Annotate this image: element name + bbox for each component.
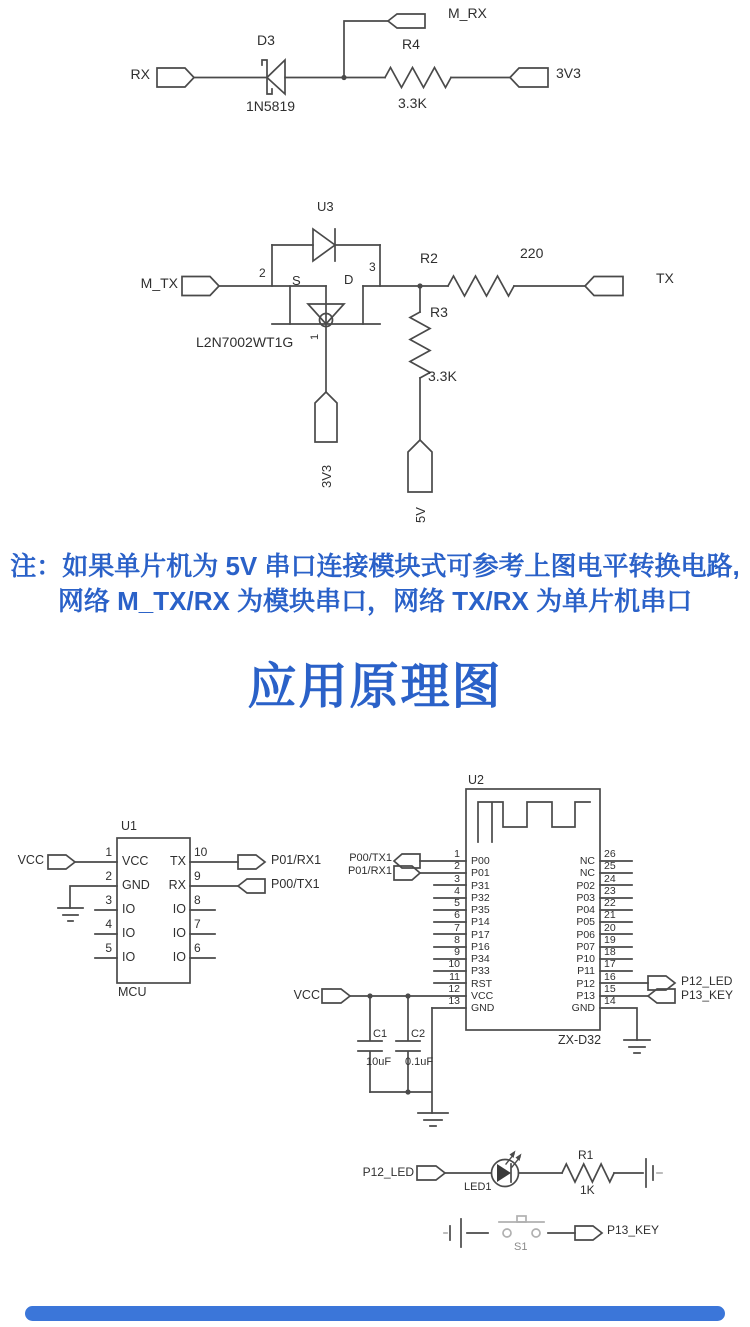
pin-label: 21 xyxy=(604,909,616,922)
port-label-p00tx1-u2: P00/TX1 xyxy=(349,852,392,864)
pin-label: 3 xyxy=(105,893,112,907)
pin-label: 4 xyxy=(454,884,460,897)
pin-label: 23 xyxy=(604,884,616,897)
pushbutton-icon xyxy=(503,1229,511,1237)
pin-label: 7 xyxy=(454,921,460,934)
name-mcu: MCU xyxy=(118,985,147,999)
port-label-p13key-2: P13_KEY xyxy=(607,1223,660,1237)
ref-d3: D3 xyxy=(257,32,275,48)
port-label-m-tx: M_TX xyxy=(140,275,178,291)
pin-label: 19 xyxy=(604,933,616,946)
ref-r1: R1 xyxy=(578,1148,594,1162)
pin-label: 5 xyxy=(105,941,112,955)
pin-label: NC xyxy=(579,855,595,867)
pin-label: P01 xyxy=(471,867,490,880)
pin-label: P11 xyxy=(577,965,595,978)
ref-led1: LED1 xyxy=(464,1181,492,1193)
pin-label: 11 xyxy=(449,970,460,983)
rail-terminal-icon xyxy=(646,1159,653,1187)
port-label-p12led-2: P12_LED xyxy=(362,1165,414,1179)
port-flag-p13key xyxy=(648,989,675,1003)
port-label-5v: 5V xyxy=(413,507,428,523)
pin-label: 7 xyxy=(194,917,201,931)
ref-u2: U2 xyxy=(468,773,484,787)
pin-label: 22 xyxy=(604,897,616,909)
pin-label: RX xyxy=(168,878,186,892)
rx-level-circuit xyxy=(157,14,548,94)
port-label-m-rx: M_RX xyxy=(448,5,487,21)
pin-label: P03 xyxy=(576,891,595,904)
pin-label: P06 xyxy=(576,928,595,941)
port-flag-tx xyxy=(585,277,623,296)
pin-label: 8 xyxy=(194,893,201,907)
pin-label: P04 xyxy=(576,904,595,916)
pin-label: P12 xyxy=(576,977,595,990)
page-title: 应用原理图 xyxy=(247,660,503,714)
port-flag-m-rx xyxy=(388,14,425,28)
value-r3: 3.3K xyxy=(428,368,457,384)
pin-label: 9 xyxy=(454,946,460,958)
pin-label: P35 xyxy=(471,904,490,916)
pin-label: TX xyxy=(170,854,186,868)
pin-label: GND xyxy=(122,878,150,892)
ref-c2: C2 xyxy=(411,1028,426,1040)
pin-label: IO xyxy=(172,950,186,964)
pin-label: 24 xyxy=(604,872,616,885)
port-label-p01rx1: P01/RX1 xyxy=(271,853,322,867)
pin-label: IO xyxy=(172,926,186,940)
pin-label: 10 xyxy=(448,958,460,971)
mosfet-pin-d: D xyxy=(344,272,354,287)
pin-label: 1 xyxy=(454,848,460,860)
ref-r4: R4 xyxy=(402,36,420,52)
pin-label: IO xyxy=(122,950,136,964)
bottom-divider xyxy=(25,1306,725,1321)
pin-label: 2 xyxy=(454,860,460,873)
pin-label: IO xyxy=(122,902,136,916)
pin-label: P32 xyxy=(471,891,490,904)
pin-label: 12 xyxy=(448,982,460,995)
pin-label: P31 xyxy=(471,879,490,892)
pin-label: 10 xyxy=(194,845,208,859)
port-label-vcc-u1: VCC xyxy=(17,853,44,867)
port-flag-3v3 xyxy=(510,68,548,87)
pin-label: 9 xyxy=(194,869,201,883)
pin-label: P14 xyxy=(471,916,490,929)
pin-label: 17 xyxy=(604,958,616,971)
port-flag-3v3-gate xyxy=(315,392,337,442)
pin-label: P05 xyxy=(576,916,595,929)
port-flag-p12led-2 xyxy=(417,1166,445,1180)
name-zxd32: ZX-D32 xyxy=(558,1033,602,1047)
body-diode-icon xyxy=(313,229,335,261)
port-label-p01rx1-u2: P01/RX1 xyxy=(347,865,392,877)
port-label-p13key: P13_KEY xyxy=(681,988,734,1002)
value-c1: 10uF xyxy=(366,1056,392,1068)
port-label-p12led: P12_LED xyxy=(681,974,733,988)
port-label-tx: TX xyxy=(656,270,674,286)
port-label-3v3: 3V3 xyxy=(556,65,581,81)
port-flag-vcc-u2 xyxy=(322,989,350,1003)
pin-label: 6 xyxy=(194,941,201,955)
part-1n5819: 1N5819 xyxy=(246,98,296,114)
resistor-r4-icon xyxy=(385,68,451,88)
port-flag-5v xyxy=(408,440,432,492)
pin-label: P17 xyxy=(471,928,490,941)
pin-label: 6 xyxy=(454,909,460,922)
value-r4: 3.3K xyxy=(398,95,427,111)
value-r2: 220 xyxy=(520,245,544,261)
pin-label: IO xyxy=(172,902,186,916)
resistor-r2-icon xyxy=(448,276,514,296)
pin-label: 25 xyxy=(604,860,616,873)
pin-label: 8 xyxy=(454,933,460,946)
pin-label: VCC xyxy=(122,854,149,868)
pin-label: P13 xyxy=(576,989,595,1002)
pin-label: RST xyxy=(471,977,492,990)
pin-label: 20 xyxy=(604,921,616,934)
value-r1: 1K xyxy=(580,1183,595,1197)
note-line-1: 注：如果单片机为 5V 串口连接模块式可参考上图电平转换电路, xyxy=(10,551,740,581)
pin-label: 2 xyxy=(105,869,112,883)
mosfet-pin1: 1 xyxy=(309,333,321,340)
pin-label: P00 xyxy=(471,855,490,867)
pin-label: GND xyxy=(471,1002,495,1014)
mosfet-pin2: 2 xyxy=(259,266,266,280)
pin-label: 1 xyxy=(105,845,112,859)
port-flag-vcc-u1 xyxy=(48,855,75,869)
led-circuit xyxy=(417,1148,662,1188)
rail-terminal-icon xyxy=(450,1219,461,1247)
resistor-r1-icon xyxy=(562,1164,614,1182)
pin-label: P10 xyxy=(576,953,595,965)
ground-icon xyxy=(624,1040,650,1053)
pin-label: 3 xyxy=(454,872,460,885)
part-l2n7002: L2N7002WT1G xyxy=(196,334,294,350)
pin-label: 13 xyxy=(448,995,460,1007)
value-c2: 0.1uF xyxy=(405,1056,434,1068)
pin-label: P33 xyxy=(471,965,490,978)
resistor-r3-icon xyxy=(410,312,430,378)
ground-icon xyxy=(58,908,83,921)
pin-label: P16 xyxy=(471,940,490,953)
pin-label: P02 xyxy=(576,879,595,892)
pin-label: P34 xyxy=(471,953,490,965)
ref-r3: R3 xyxy=(430,304,448,320)
pin-label: GND xyxy=(571,1002,595,1014)
pin-label: 4 xyxy=(105,917,112,931)
port-flag-p12led xyxy=(648,976,675,990)
port-flag-p13key-2 xyxy=(575,1226,602,1240)
antenna-icon xyxy=(478,802,590,842)
pin-label: 5 xyxy=(454,897,460,909)
port-label-3v3-gate: 3V3 xyxy=(319,464,334,488)
port-flag-rx xyxy=(157,68,194,87)
ref-c1: C1 xyxy=(373,1028,388,1040)
pin-label: NC xyxy=(579,867,595,880)
note-line-2: 网络 M_TX/RX 为模块串口，网络 TX/RX 为单片机串口 xyxy=(57,586,693,616)
port-label-vcc-u2: VCC xyxy=(293,988,320,1002)
port-flag-m-tx xyxy=(182,277,219,296)
mosfet-pin3: 3 xyxy=(369,260,376,274)
ref-u3: U3 xyxy=(317,199,334,214)
port-flag-p00tx1 xyxy=(238,879,265,893)
ref-u1: U1 xyxy=(121,819,137,833)
pin-label: 14 xyxy=(604,995,616,1007)
pin-label: 15 xyxy=(604,982,616,995)
mosfet-pin-s: S xyxy=(292,273,301,288)
pin-label: 18 xyxy=(604,946,616,958)
pin-label: P07 xyxy=(576,940,595,953)
mcu-symbol xyxy=(48,838,265,983)
port-label-p00tx1: P00/TX1 xyxy=(271,877,320,891)
ref-s1: S1 xyxy=(514,1241,528,1253)
pin-label: IO xyxy=(122,926,136,940)
pin-label: 26 xyxy=(604,848,616,860)
port-label-rx: RX xyxy=(130,66,150,82)
tx-level-circuit xyxy=(182,229,623,492)
pin-label: VCC xyxy=(471,989,494,1002)
ref-r2: R2 xyxy=(420,250,438,266)
port-flag-p01rx1 xyxy=(238,855,265,869)
note-text xyxy=(0,549,750,619)
ground-icon xyxy=(418,1113,448,1126)
pin-label: 16 xyxy=(604,970,616,983)
